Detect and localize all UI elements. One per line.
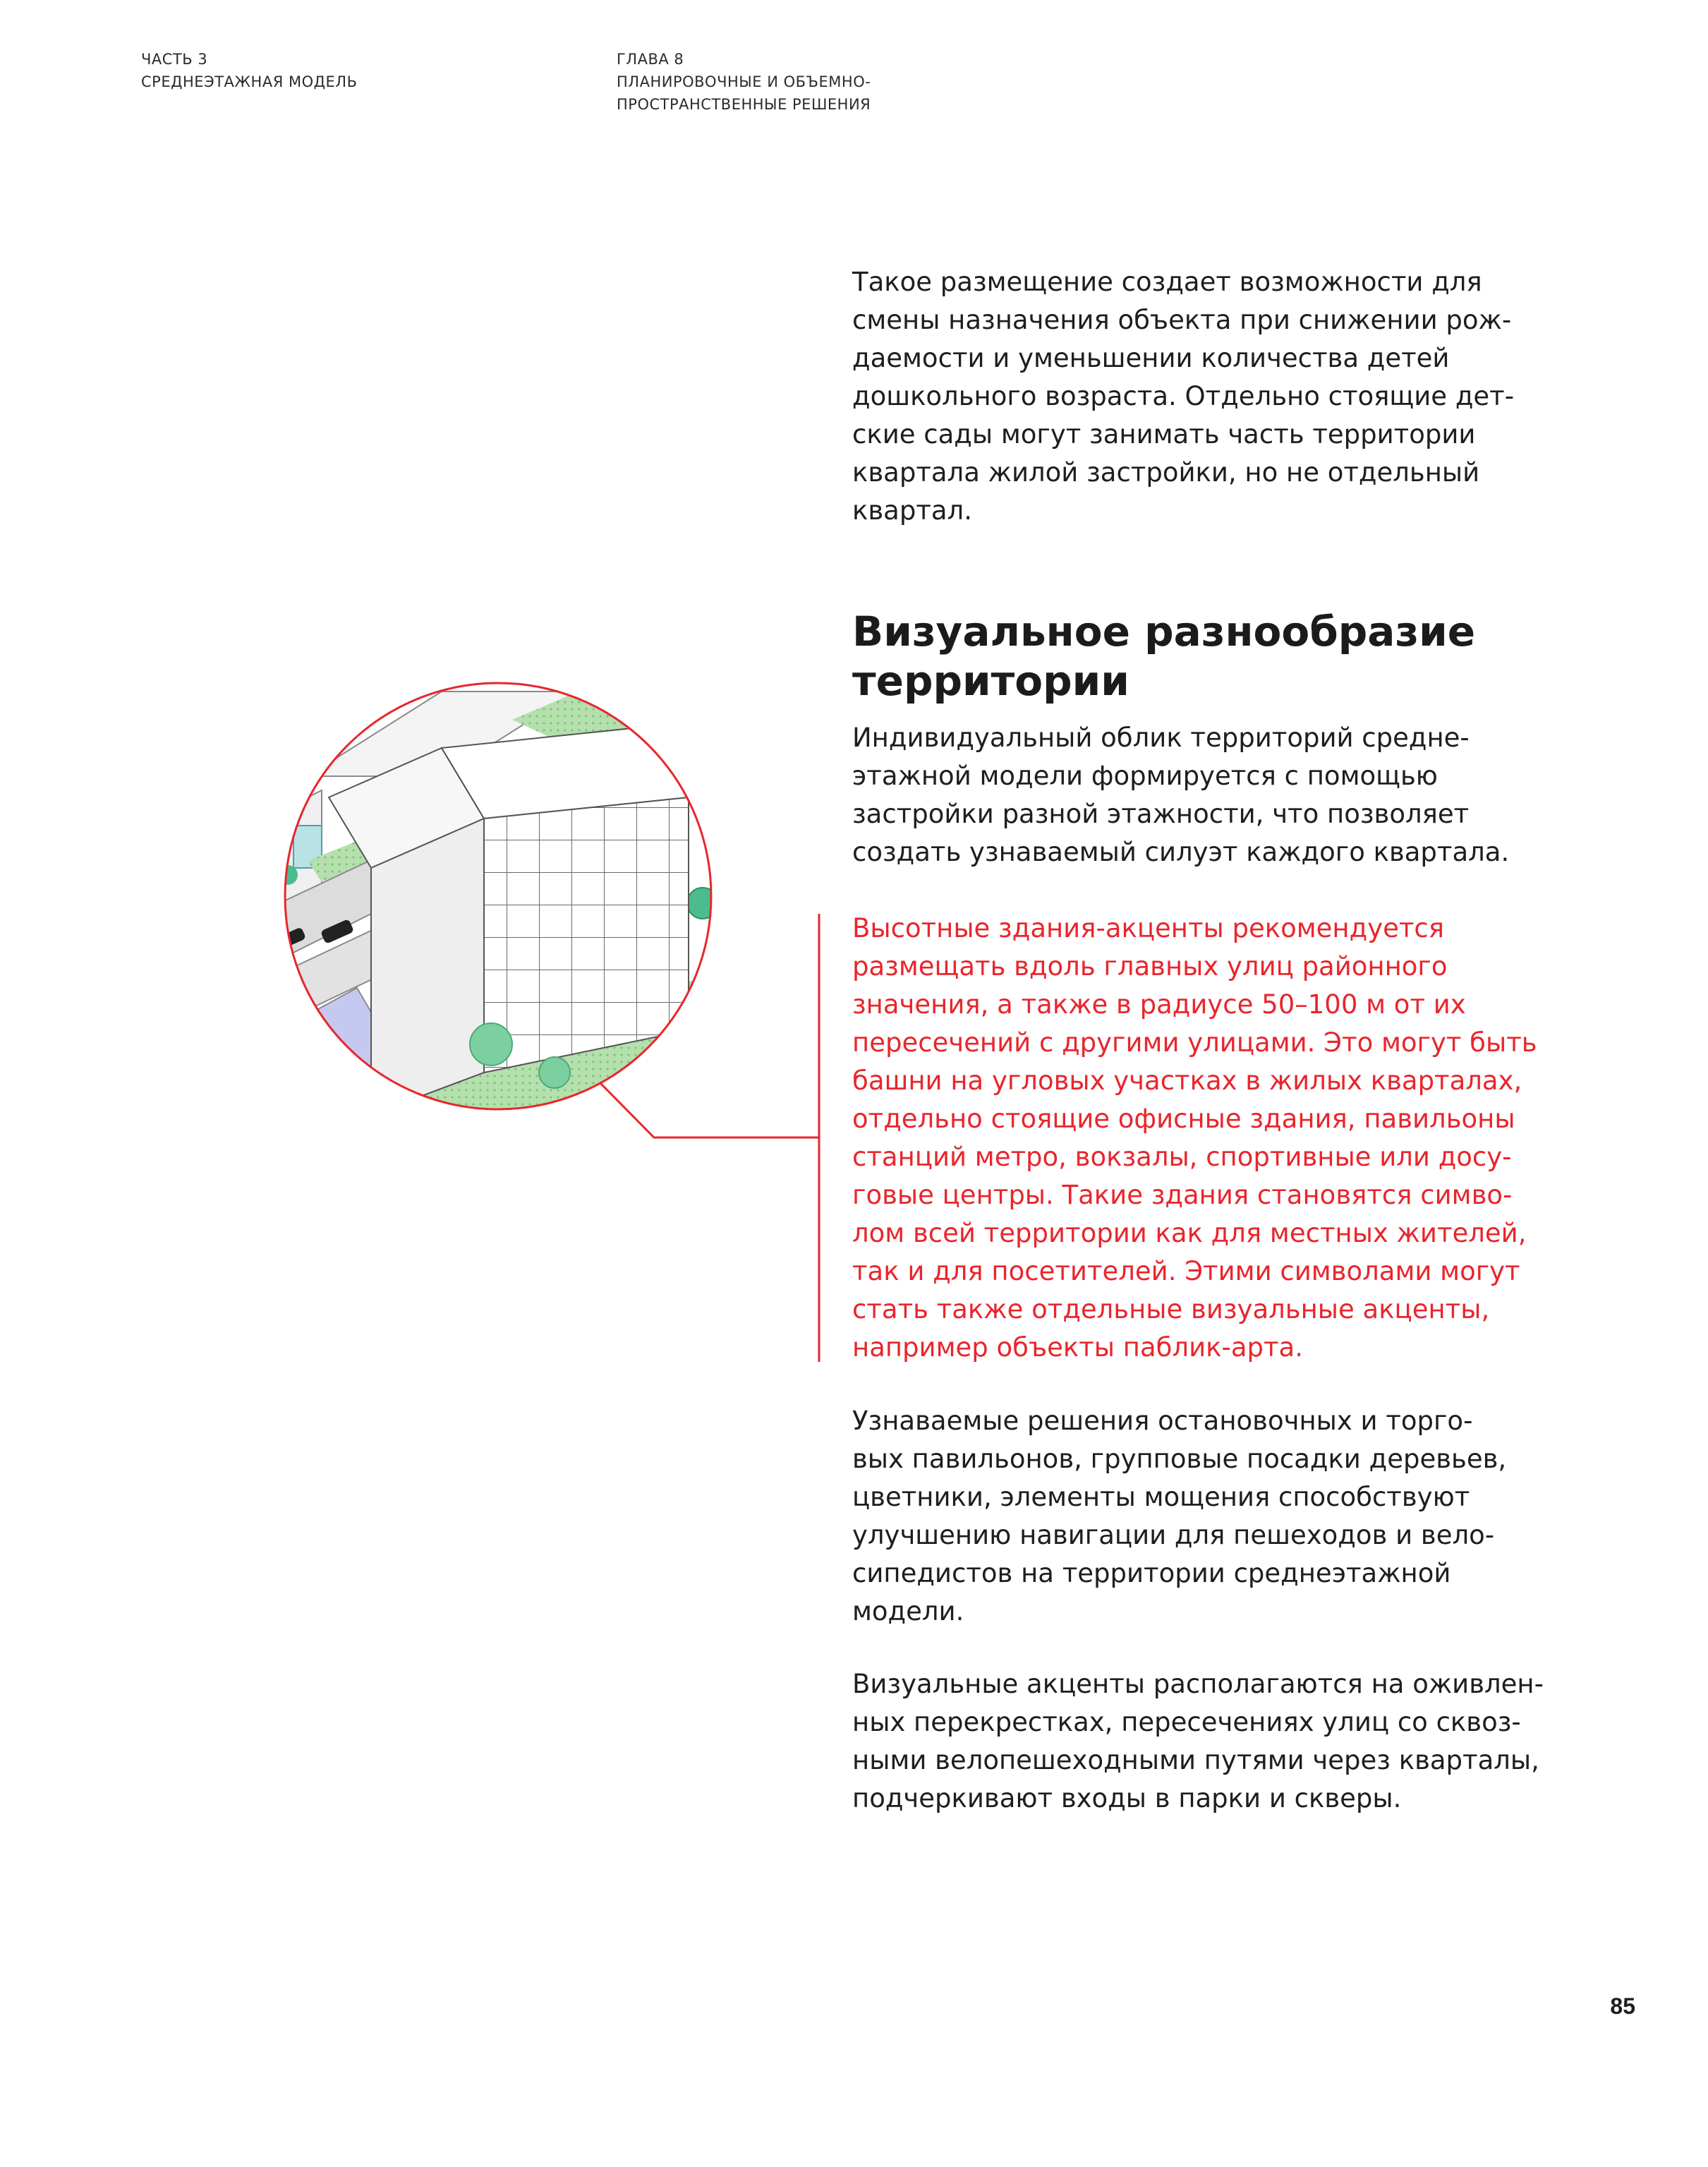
tree	[470, 1023, 512, 1066]
header-chapter-title-1: ПЛАНИРОВОЧНЫЕ И ОБЪЕМНО-	[617, 73, 871, 90]
illustration-circle	[279, 677, 717, 1115]
header-part-title: СРЕДНЕЭТАЖНАЯ МОДЕЛЬ	[141, 73, 358, 90]
tower-side	[371, 819, 484, 1115]
section-heading: Визуальное разнообразие территории	[852, 608, 1476, 705]
tree	[687, 888, 717, 919]
page-number: 85	[1610, 1993, 1635, 2019]
accents-paragraph: Визуальные акценты располагаются на оживлен- ных перекрестках, пересечениях улиц со сквоз- ными велопешеходными путями через кварталы, подчеркивают входы в парки и скверы.	[852, 1669, 1544, 1813]
highlight-paragraph: Высотные здания-акценты рекомендуется размещать вдоль главных улиц районного значения, а также в радиусе 50–100 м от их пересечений с другими улицами. Это могут быть башни на угловых участках в жилых кварталах, отдельно стоящие офисные здания, павильоны станций метро, вокзалы, спортивные или досу- говые центры. Такие здания становятся симво- лом всей территории как для местных жителей, так и для посетителей. Этими символами могут стать также отдельные визуальные акценты, например объекты паблик-арта.	[852, 913, 1537, 1363]
navigation-paragraph: Узнаваемые решения остановочных и торго- вых павильонов, групповые посадки деревьев, цветники, элементы мощения способствуют улучшению навигации для пешеходов и вело- сипедистов на территории среднеэтажной модели.	[852, 1406, 1507, 1626]
intro-paragraph: Такое размещение создает возможности для смены назначения объекта при снижении рож- даемости и уменьшении количества детей дошкольного возраста. Отдельно стоящие дет- ские сады могут занимать часть территории квартала жилой застройки, но не отдельный квартал.	[852, 267, 1515, 526]
tree	[539, 1057, 570, 1088]
tower-facade	[484, 797, 689, 1073]
header-part-label: ЧАСТЬ 3	[141, 51, 208, 68]
header-chapter-title-2: ПРОСТРАНСТВЕННЫЕ РЕШЕНИЯ	[617, 96, 871, 113]
header-chapter-label: ГЛАВА 8	[617, 51, 684, 68]
section-intro-paragraph: Индивидуальный облик территорий средне- этажной модели формируется с помощью застройки разной этажности, что позволяет создать узнаваемый силуэт каждого квартала.	[852, 723, 1510, 867]
